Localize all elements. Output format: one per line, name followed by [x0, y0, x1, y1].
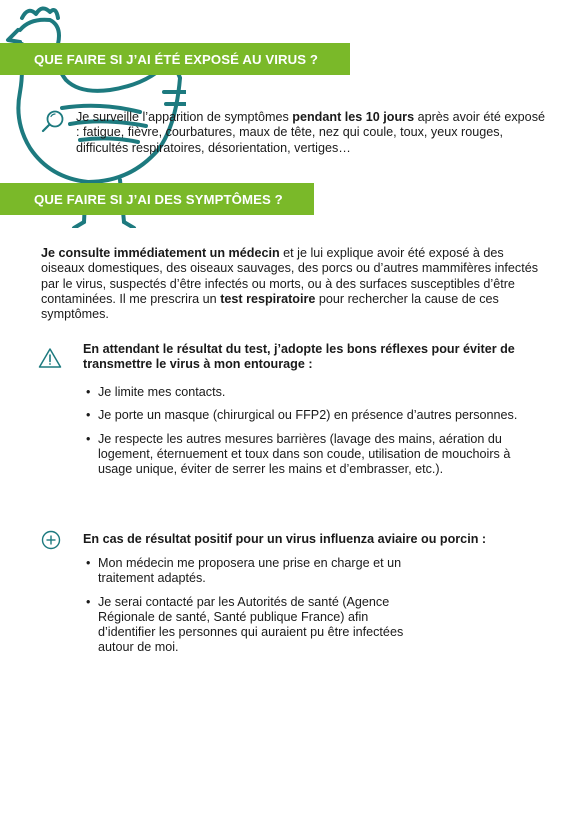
section-title-exposed: QUE FAIRE SI J’AI ÉTÉ EXPOSÉ AU VIRUS ?: [0, 43, 350, 75]
test-bold: test respiratoire: [220, 291, 316, 306]
positive-title: En cas de résultat positif pour un virus influenza aviaire ou porcin :: [83, 532, 487, 546]
exposed-text-bold: pendant les 10 jours: [292, 110, 415, 124]
precaution-title: En attendant le résultat du test, j’adopte les bons réflexes pour éviter de transmettre le virus à mon entourage :: [83, 342, 515, 372]
consult-bold: Je consulte immédiatement un médecin: [41, 246, 280, 260]
positive-list: [84, 556, 414, 664]
list-item: • Je serai contacté par les Autorités de santé (Agence Régionale de santé, Santé publique France) afin d’identifier les personnes qui auraient pu être infectées autour de moi.: [84, 595, 414, 656]
consult-text-end: pour rechercher la cause de ces symptômes.: [41, 291, 499, 322]
list-item: • Je limite mes contacts.: [84, 385, 539, 400]
list-item: • Je porte un masque (chirurgical ou FFP2) en présence d’autres personnes.: [84, 408, 539, 423]
list-item: • Mon médecin me proposera une prise en charge et un traitement adaptés.: [84, 556, 414, 587]
magnifier-icon: [40, 109, 66, 133]
exposed-text-end: après avoir été exposé : fatigue, fièvre, courbatures, maux de tête, nez qui coule, toux, yeux rouges, difficultés respiratoires, désorientation, vertiges…: [76, 110, 545, 155]
precaution-list: [84, 385, 539, 485]
list-item: • Je respecte les autres mesures barrières (lavage des mains, aération du logement, éternuement et toux dans son coude, utilisation de mouchoirs à usage unique, éviter de serrer les mains et d’embrasser, etc.).: [84, 432, 539, 478]
section-title-symptoms: QUE FAIRE SI J’AI DES SYMPTÔMES ?: [0, 183, 314, 215]
consult-text: et je lui explique avoir été exposé à des oiseaux domestiques, des oiseaux sauvages, des porcs ou d’autres mammifères infectés par le virus, suspectés d’être infectés ou morts, ou à des surfaces susceptibles d’être contaminées. Il me prescrira un: [41, 246, 539, 306]
warning-icon: [38, 347, 62, 369]
exposed-paragraph: [76, 110, 546, 156]
consult-paragraph: [41, 246, 539, 322]
plus-circle-icon: [41, 530, 61, 550]
exposed-text-start: Je surveille l’apparition de symptômes: [76, 110, 293, 124]
